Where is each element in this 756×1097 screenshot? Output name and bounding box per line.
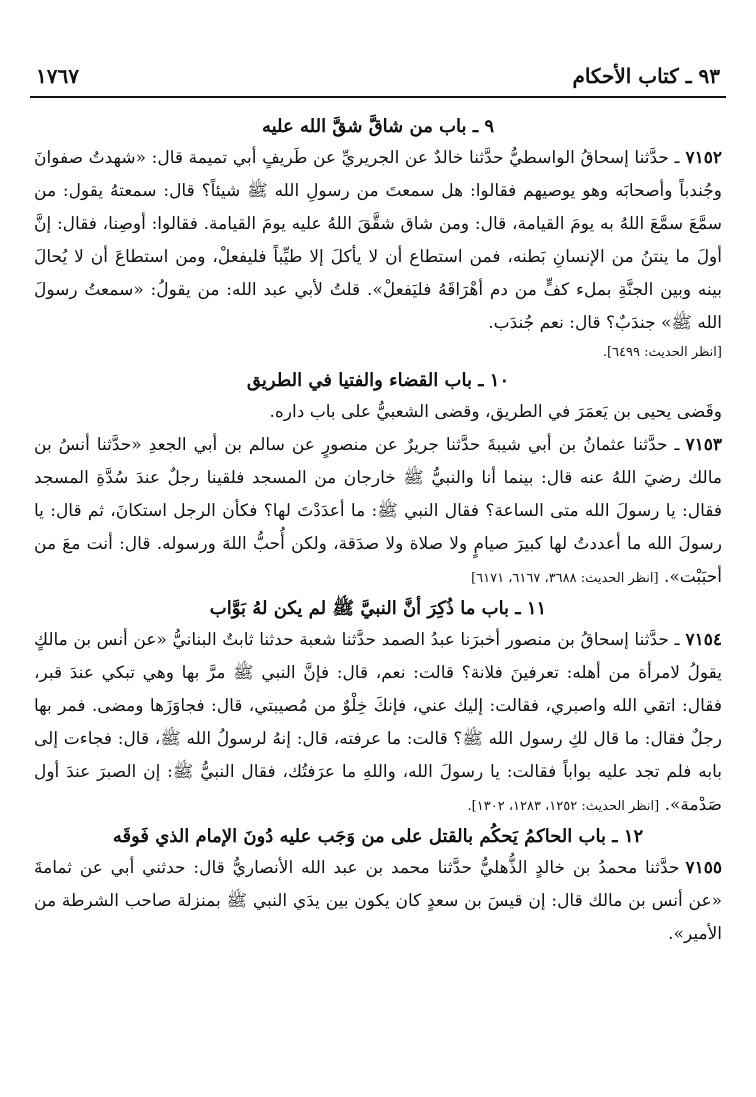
hadith-text: ـ حدَّثنا إسحاقُ الواسطيُّ حدَّثنا خالدٌ عن الجريريِّ عن طَريفٍ أبي تميمة قال: «شهدتُ صفوانَ وجُندباً وأصحابَه وهو يوصيهم فقالوا: هل سمعتَ من رسولِ الله ﷺ شيئاً؟ قال: سمعتهُ يقول: من سمَّعَ سمَّعَ اللهُ به يومَ القيامة، قال: ومن شاق شقَّقَ اللهُ عليه يومَ القيامة. فقالوا: أوصِنا، فقال: إنَّ أولَ ما ينتنُ من الإنسانِ بَطنه، فمن استطاع أن لا يأكلَ إلا طيِّباً فليفعلْ، ومن استطاعَ أن لا يُحالَ بينه وبين الجنَّةِ بملء كفٍّ من دم أهْرَاقَهُ فليَفعلْ». قلتُ لأبي عبد الله: من يقولُ: «سمعتُ رسولَ الله ﷺ» جندَبٌ؟ قال: نعم جُندَب. — [34, 148, 722, 333]
hadith-reference: [انظر الحديث: ٣٦٨٨، ٦١٦٧، ٦١٧١] — [471, 571, 659, 586]
page-number: ١٧٦٧ — [36, 64, 79, 88]
hadith-7153 — [34, 429, 722, 594]
hadith-text: ـ حدَّثنا إسحاقُ بن منصور أخبرَنا عبدُ الصمد حدَّثنا شعبة حدثنا ثابتٌ البنانيُّ «عن أنس بن مالكٍ يقولُ لامرأة من أهله: تعرفينَ فلانة؟ قالت: نعم، قال: فإنَّ النبي ﷺ مرَّ بها وهي تبكي عندَ قبر، فقال: اتقي الله واصبري، فقالت: إليك عني، فإنكَ خِلْوٌ من مُصيبتي، قال: فجاوَزَها ومضى. فمر بها رجلٌ فقال: ما قال لكِ رسول الله ﷺ؟ قالت: ما عرفته، قال: إنهُ لرسولُ الله ﷺ، قال: فجاءت إلى بابه فلم تجد عليه بواباً فقالت: يا رسولَ الله، واللهِ ما عرَفتُك، فقال النبيُّ ﷺ: إن الصبرَ عندَ أول صَدْمة». — [34, 630, 722, 815]
hadith-number: ٧١٥٢ — [685, 148, 722, 168]
hadith-7155 — [34, 852, 722, 951]
book-title: ٩٣ ـ كتاب الأحكام — [572, 64, 720, 88]
hadith-7152 — [34, 142, 722, 340]
hadith-text: ـ حدَّثنا عثمانُ بن أبي شيبةَ حدَّثنا جريرٌ عن منصورٍ عن سالم بن أبي الجعدِ «حدَّثنا أنسُ بن مالك رضيَ اللهُ عنه قال: بينما أنا والنبيُّ ﷺ خارجان من المسجد فلقينا رجلٌ عندَ سُدَّةِ المسجد فقال: يا رسولَ الله متى الساعة؟ فقال النبي ﷺ: ما أعدَدْتَ لها؟ فكأن الرجل استكانَ، ثم قال: يا رسولَ الله ما أعددتُ لها كبيرَ صيامٍ ولا صلاة ولا صدَقة، ولكن أُحبُّ اللهَ ورسوله. قال: أنت معَ من أحبَبْت». — [34, 435, 722, 587]
hadith-number: ٧١٥٤ — [685, 630, 722, 650]
hadith-number: ٧١٥٥ — [685, 858, 722, 878]
chapter-heading-11: ١١ ـ باب ما ذُكِرَ أنَّ النبيَّ ﷺ لم يكن لهُ بَوَّاب — [209, 598, 547, 619]
page-header — [30, 62, 726, 98]
chapter-heading-9: ٩ ـ باب من شاقَّ شقَّ الله عليه — [261, 116, 495, 137]
chapter-intro: وقَضى يحيى بن يَعمَرَ في الطريق، وقضى الشعبيُّ على باب داره. — [269, 402, 722, 422]
chapter-heading-12: ١٢ ـ باب الحاكمُ يَحكُم بالقتل على من وَجَب عليه دُونَ الإمام الذي فَوقَه — [112, 826, 644, 847]
chapter-heading-10: ١٠ ـ باب القضاء والفتيا في الطريق — [246, 370, 510, 391]
hadith-reference: [انظر الحديث: ١٢٥٢، ١٢٨٣، ١٣٠٢]. — [467, 799, 660, 814]
page-content — [34, 112, 722, 1067]
hadith-text: حدَّثنا محمدُ بن خالدٍ الذُّهليُّ حدَّثنا محمد بن عبد الله الأنصاريُّ قال: حدثني أبي عن ثمامةَ «عن أنس بن مالك قال: إن قيسَ بن سعدٍ كان يكون بين يدَي النبي ﷺ بمنزلة صاحب الشرطة من الأمير». — [34, 858, 722, 944]
hadith-number: ٧١٥٣ — [685, 435, 722, 455]
hadith-7154 — [34, 624, 722, 822]
hadith-reference: [انظر الحديث: ٦٤٩٩]. — [602, 345, 722, 360]
